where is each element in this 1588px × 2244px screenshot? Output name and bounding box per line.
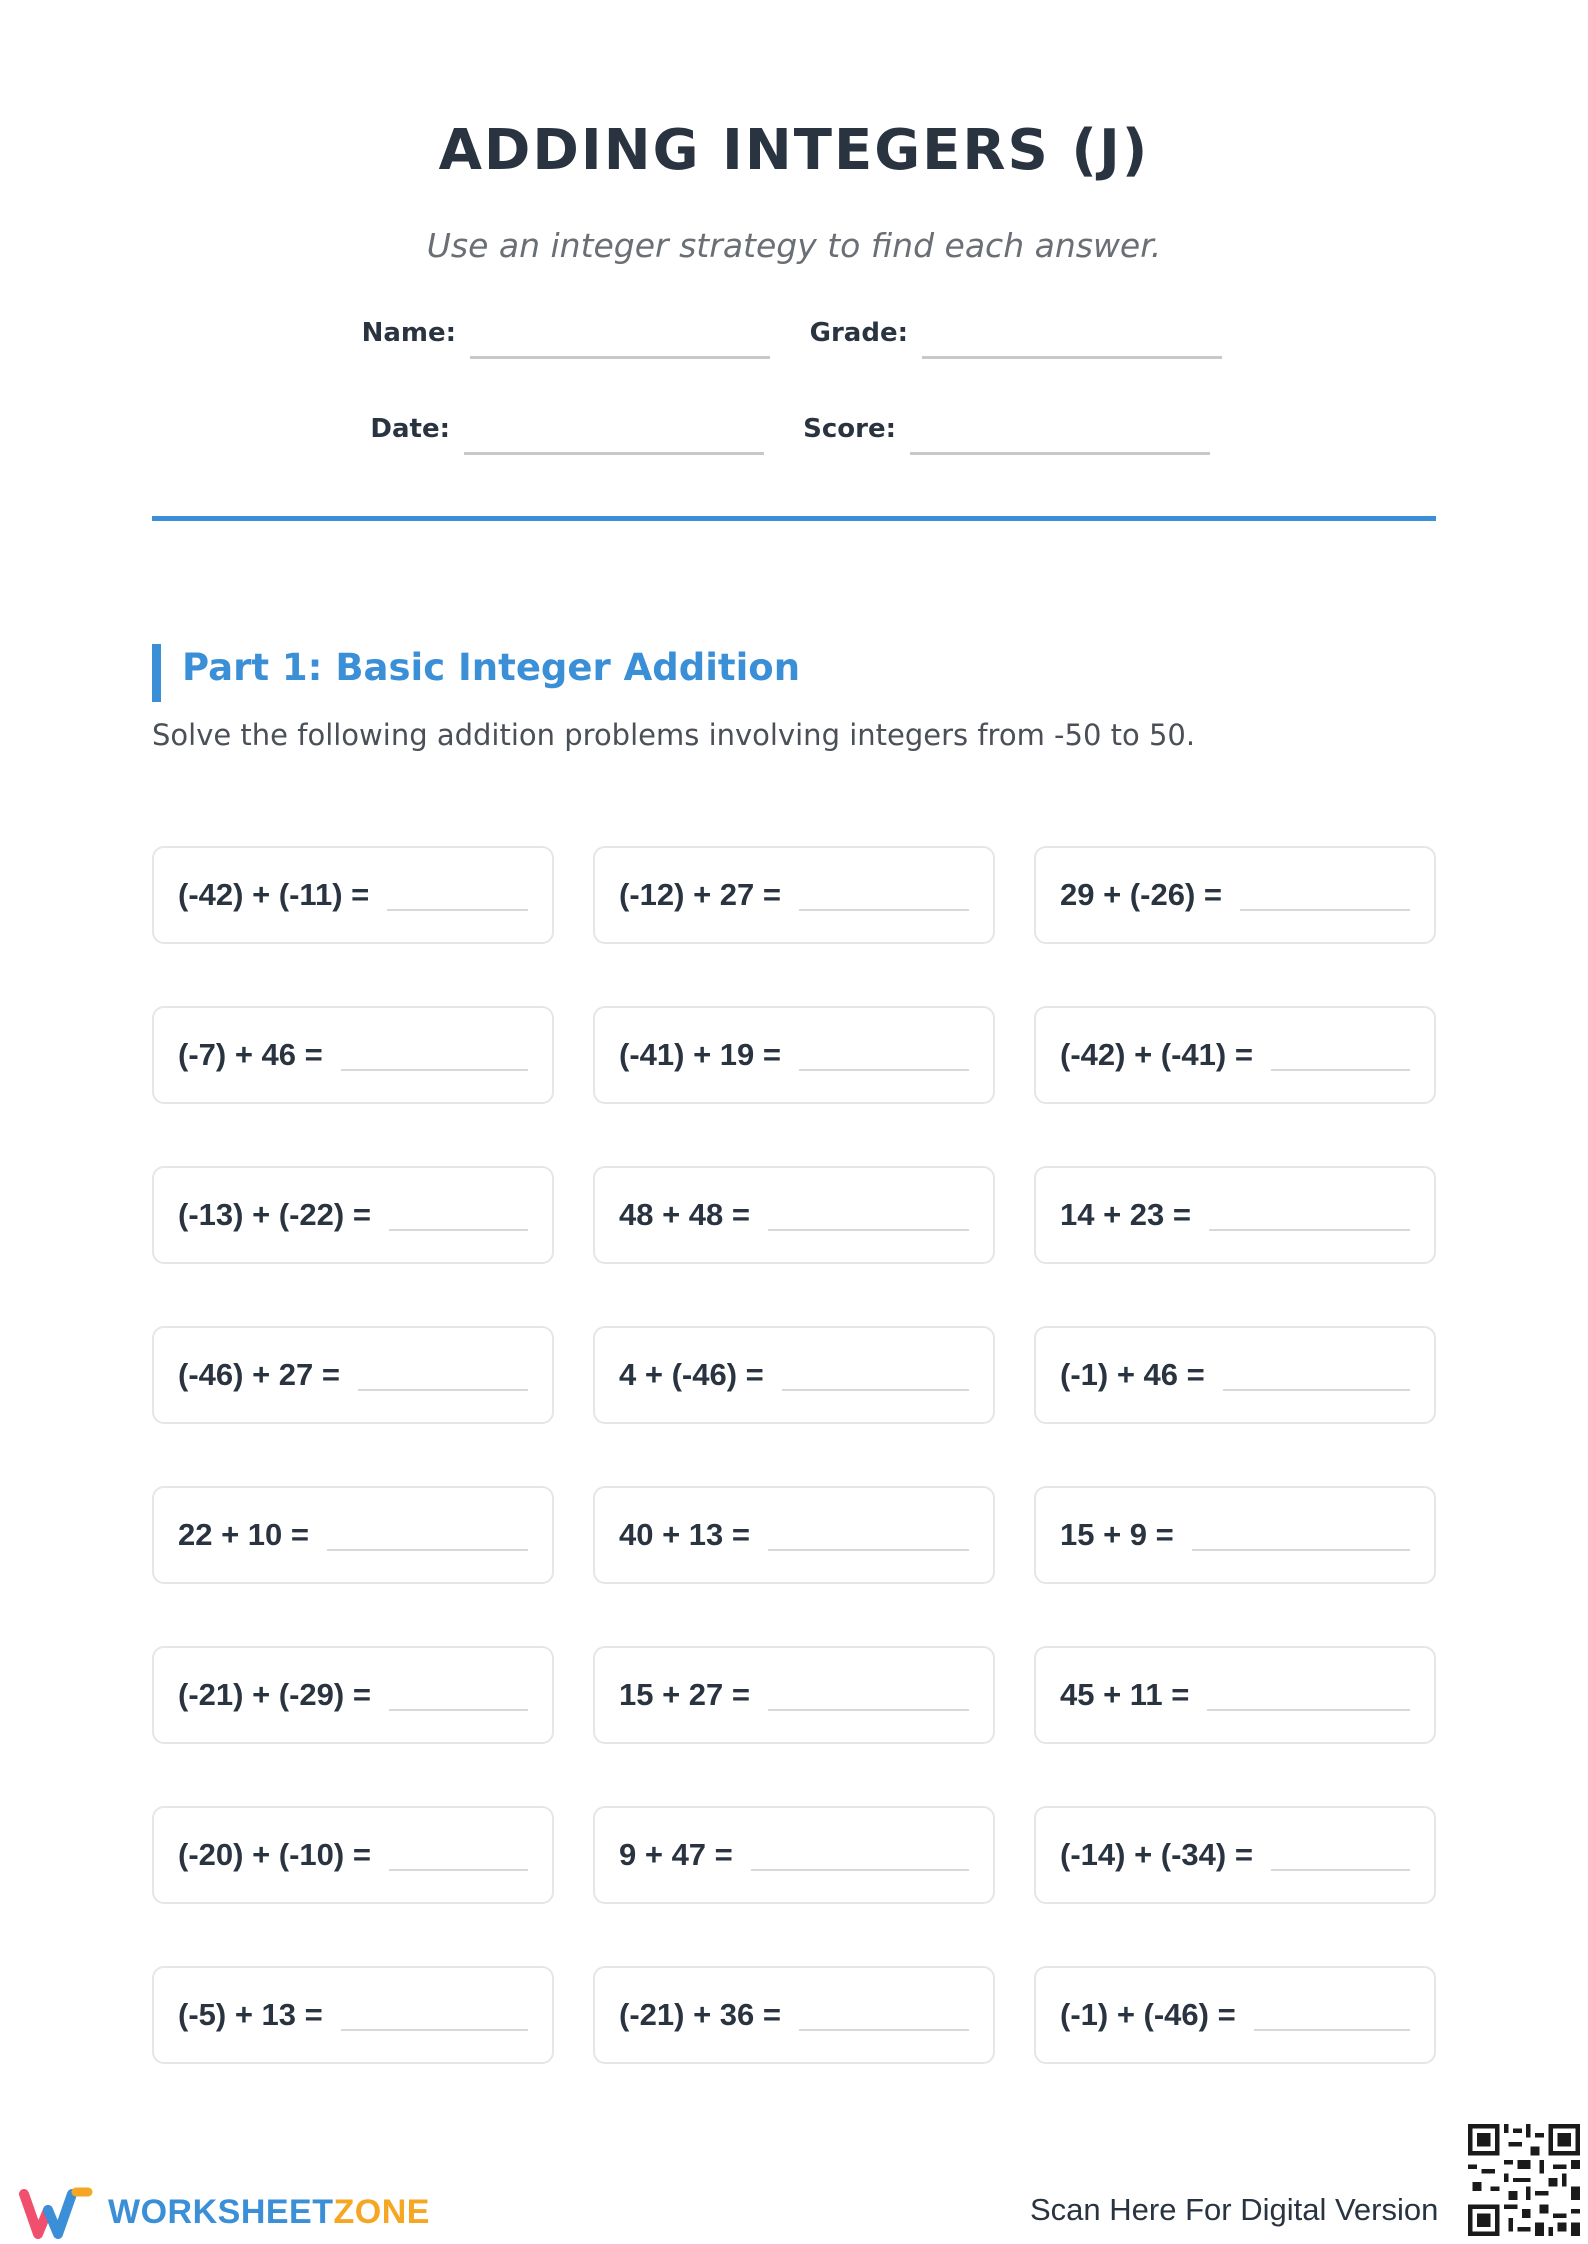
- name-field[interactable]: [470, 356, 770, 359]
- problem-expression: (-42) + (-11) =: [178, 877, 370, 912]
- answer-blank[interactable]: [1240, 909, 1410, 911]
- problem-card: [1034, 1966, 1436, 2064]
- problem-card: [152, 1966, 554, 2064]
- problem-expression: 22 + 10 =: [178, 1517, 310, 1552]
- problem-card: [593, 1966, 995, 2064]
- problem-expression: (-1) + (-46) =: [1060, 1997, 1236, 2032]
- answer-blank[interactable]: [768, 1229, 969, 1231]
- problem-expression: (-12) + 27 =: [619, 877, 781, 912]
- worksheetzone-logo: [18, 2184, 430, 2240]
- date-field[interactable]: [464, 452, 764, 455]
- answer-blank[interactable]: [799, 909, 969, 911]
- problem-card: [593, 1646, 995, 1744]
- problem-card: [152, 1646, 554, 1744]
- problem-expression: (-7) + 46 =: [178, 1037, 323, 1072]
- page-subtitle: Use an integer strategy to find each answer.: [426, 226, 1162, 265]
- problem-card: [1034, 1326, 1436, 1424]
- date-label: Date:: [370, 414, 450, 444]
- logo-text: [108, 2193, 430, 2232]
- section-title: Part 1: Basic Integer Addition: [182, 646, 801, 689]
- score-field[interactable]: [910, 452, 1210, 455]
- problem-card: [152, 1326, 554, 1424]
- logo-text-worksheet: WORKSHEET: [108, 2192, 334, 2231]
- problem-card: [593, 1326, 995, 1424]
- grade-field[interactable]: [922, 356, 1222, 359]
- problem-card: [1034, 1166, 1436, 1264]
- answer-blank[interactable]: [768, 1709, 969, 1711]
- answer-blank[interactable]: [782, 1389, 969, 1391]
- answer-blank[interactable]: [1209, 1229, 1410, 1231]
- answer-blank[interactable]: [341, 2029, 528, 2031]
- answer-blank[interactable]: [1271, 1869, 1410, 1871]
- problem-expression: (-46) + 27 =: [178, 1357, 340, 1392]
- problem-expression: (-21) + 36 =: [619, 1997, 781, 2032]
- problem-card: [152, 1486, 554, 1584]
- problem-expression: (-5) + 13 =: [178, 1997, 323, 2032]
- problem-expression: (-14) + (-34) =: [1060, 1837, 1253, 1872]
- problem-card: [1034, 1646, 1436, 1744]
- answer-blank[interactable]: [799, 2029, 969, 2031]
- answer-blank[interactable]: [387, 909, 528, 911]
- answer-blank[interactable]: [389, 1229, 528, 1231]
- w-logo-icon: [18, 2184, 94, 2240]
- answer-blank[interactable]: [358, 1389, 528, 1391]
- problem-card: [1034, 1486, 1436, 1584]
- problem-card: [593, 846, 995, 944]
- problem-card: [152, 846, 554, 944]
- problem-expression: (-13) + (-22) =: [178, 1197, 371, 1232]
- answer-blank[interactable]: [1254, 2029, 1410, 2031]
- section-description: Solve the following addition problems involving integers from -50 to 50.: [152, 718, 1196, 752]
- answer-blank[interactable]: [1192, 1549, 1410, 1551]
- answer-blank[interactable]: [389, 1709, 528, 1711]
- answer-blank[interactable]: [327, 1549, 528, 1551]
- problem-card: [593, 1166, 995, 1264]
- problem-expression: 40 + 13 =: [619, 1517, 751, 1552]
- name-label: Name:: [361, 318, 456, 348]
- problem-card: [593, 1806, 995, 1904]
- page-title: ADDING INTEGERS (J): [438, 118, 1150, 183]
- header-divider: [152, 516, 1436, 521]
- answer-blank[interactable]: [1207, 1709, 1410, 1711]
- score-label: Score:: [803, 414, 896, 444]
- problem-grid: [152, 846, 1436, 2064]
- problem-expression: 9 + 47 =: [619, 1837, 733, 1872]
- problem-expression: 15 + 27 =: [619, 1677, 751, 1712]
- logo-text-zone: ZONE: [333, 2192, 430, 2231]
- answer-blank[interactable]: [389, 1869, 528, 1871]
- problem-card: [152, 1806, 554, 1904]
- problem-expression: 15 + 9 =: [1060, 1517, 1174, 1552]
- answer-blank[interactable]: [1223, 1389, 1410, 1391]
- problem-expression: (-21) + (-29) =: [178, 1677, 371, 1712]
- problem-card: [1034, 1006, 1436, 1104]
- qr-code-icon[interactable]: [1468, 2124, 1580, 2236]
- problem-card: [1034, 846, 1436, 944]
- problem-expression: 29 + (-26) =: [1060, 877, 1222, 912]
- problem-expression: 45 + 11 =: [1060, 1677, 1190, 1712]
- answer-blank[interactable]: [341, 1069, 528, 1071]
- problem-expression: (-42) + (-41) =: [1060, 1037, 1253, 1072]
- answer-blank[interactable]: [768, 1549, 969, 1551]
- problem-expression: 4 + (-46) =: [619, 1357, 764, 1392]
- problem-expression: (-1) + 46 =: [1060, 1357, 1205, 1392]
- answer-blank[interactable]: [751, 1869, 969, 1871]
- problem-card: [152, 1166, 554, 1264]
- answer-blank[interactable]: [1271, 1069, 1410, 1071]
- problem-card: [593, 1486, 995, 1584]
- section-accent-bar: [152, 644, 161, 702]
- answer-blank[interactable]: [799, 1069, 969, 1071]
- grade-label: Grade:: [809, 318, 908, 348]
- problem-expression: (-20) + (-10) =: [178, 1837, 371, 1872]
- problem-card: [152, 1006, 554, 1104]
- problem-expression: 48 + 48 =: [619, 1197, 751, 1232]
- problem-card: [593, 1006, 995, 1104]
- problem-card: [1034, 1806, 1436, 1904]
- problem-expression: 14 + 23 =: [1060, 1197, 1192, 1232]
- scan-caption: Scan Here For Digital Version: [1030, 2192, 1439, 2227]
- problem-expression: (-41) + 19 =: [619, 1037, 781, 1072]
